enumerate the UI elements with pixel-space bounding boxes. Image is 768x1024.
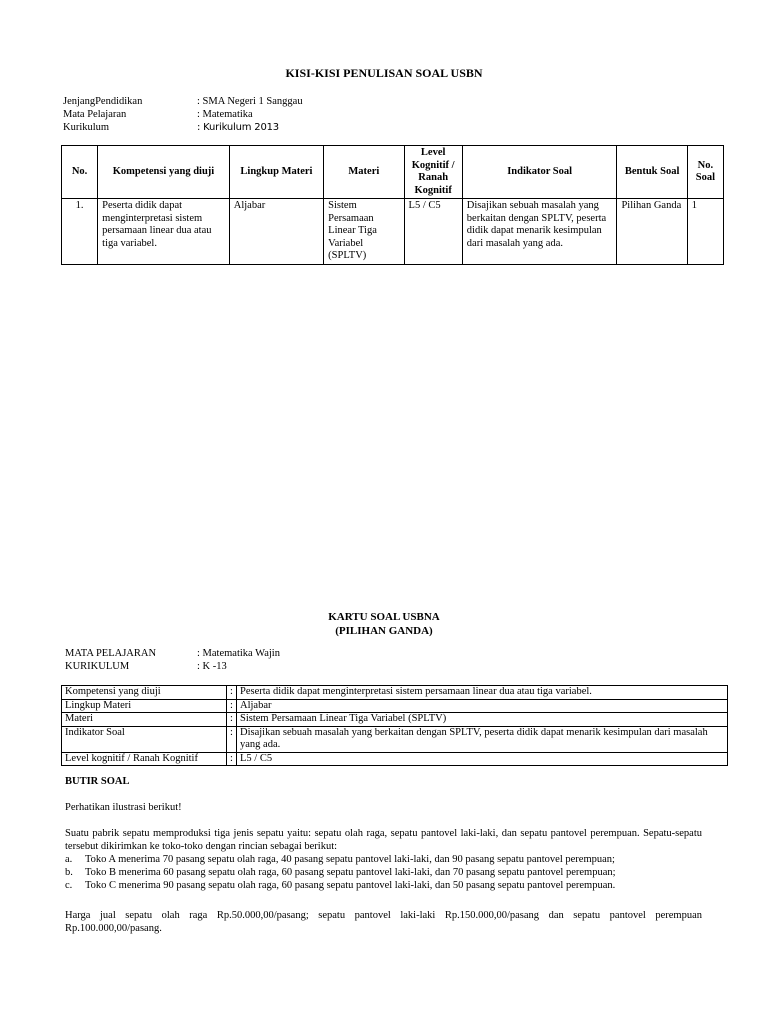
butir-list (65, 853, 616, 892)
cell-no-soal: 1 (687, 199, 723, 265)
info-label: KURIKULUM (65, 660, 130, 672)
kartu-title (0, 610, 768, 638)
cell-lingkup: Aljabar (229, 199, 323, 265)
kartu-sep: : (227, 699, 237, 713)
info-label: JenjangPendidikan (63, 96, 143, 107)
kartu-value: Sistem Persamaan Linear Tiga Variabel (SPLTV) (237, 713, 728, 727)
kisi-info (63, 95, 303, 134)
col-header-no-soal: No. Soal (687, 146, 723, 199)
list-text: Toko B menerima 60 pasang sepatu olah raga, 60 pasang sepatu pantovel laki-laki, dan 70 pasang sepatu pantovel perempuan; (85, 867, 616, 878)
butir-paragraph: Suatu pabrik sepatu memproduksi tiga jenis sepatu yaitu: sepatu olah raga, sepatu pantovel laki-laki, dan sepatu pantovel perempuan. Sepatu-sepatu tersebut dikirimkan ke toko-toko dengan rincian sebagai berikut: (65, 828, 702, 852)
info-label: Kurikulum (63, 122, 110, 133)
cell-level: L5 / C5 (404, 199, 462, 265)
kisi-table (61, 145, 724, 265)
kisi-header-row (62, 146, 724, 199)
kartu-info (65, 647, 280, 672)
info-row-kurikulum (63, 121, 303, 134)
kartu-sep: : (227, 713, 237, 727)
cell-kompetensi: Peserta didik dapat menginterpretasi sistem persamaan linear dua atau tiga variabel. (98, 199, 230, 265)
col-header-no: No. (62, 146, 98, 199)
col-header-lingkup: Lingkup Materi (229, 146, 323, 199)
list-marker: c. (65, 880, 73, 891)
col-header-bentuk: Bentuk Soal (617, 146, 687, 199)
list-text: Toko A menerima 70 pasang sepatu olah raga, 40 pasang sepatu pantovel laki-laki, dan 90 pasang sepatu pantovel perempuan; (85, 854, 615, 865)
cell-bentuk: Pilihan Ganda (617, 199, 687, 265)
table-row (62, 752, 728, 766)
info-value: : Matematika (197, 109, 253, 120)
col-header-indikator: Indikator Soal (462, 146, 617, 199)
list-item (65, 853, 616, 866)
table-row (62, 699, 728, 713)
table-row (62, 686, 728, 700)
butir-heading: BUTIR SOAL (65, 776, 130, 787)
info-row-mapel (63, 108, 303, 121)
list-item (65, 866, 616, 879)
list-marker: a. (65, 854, 73, 865)
table-row (62, 713, 728, 727)
info-value: : SMA Negeri 1 Sanggau (197, 96, 303, 107)
kartu-label: Indikator Soal (62, 726, 227, 752)
kartu-table (61, 685, 728, 766)
kartu-title-line: KARTU SOAL USBNA (328, 611, 440, 623)
info-row-kurikulum (65, 660, 280, 673)
kartu-sep: : (227, 752, 237, 766)
kartu-value: L5 / C5 (237, 752, 728, 766)
cell-materi: Sistem Persamaan Linear Tiga Variabel (SPLTV) (324, 199, 404, 265)
list-marker: b. (65, 867, 73, 878)
table-row (62, 199, 724, 265)
kartu-value: Peserta didik dapat menginterpretasi sistem persamaan linear dua atau tiga variabel. (237, 686, 728, 700)
col-header-materi: Materi (324, 146, 404, 199)
cell-no: 1. (62, 199, 98, 265)
col-header-level: Level Kognitif / Ranah Kognitif (404, 146, 462, 199)
butir-harga: Harga jual sepatu olah raga Rp.50.000,00/pasang; sepatu pantovel laki-laki Rp.150.000,00/pasang dan sepatu pantovel perempuan Rp.100.000,00/pasang. (65, 910, 702, 934)
info-label: Mata Pelajaran (63, 109, 127, 120)
col-header-kompetensi: Kompetensi yang diuji (98, 146, 230, 199)
cell-indikator: Disajikan sebuah masalah yang berkaitan dengan SPLTV, peserta didik dapat menarik kesimpulan dari masalah yang ada. (462, 199, 617, 265)
info-row-jenjang (63, 95, 303, 108)
kartu-sep: : (227, 726, 237, 752)
info-value: : K -13 (197, 660, 227, 672)
kartu-sep: : (227, 686, 237, 700)
list-item (65, 879, 616, 892)
info-row-mapel (65, 647, 280, 660)
info-value: : Kurikulum 2013 (197, 122, 279, 133)
kartu-subtitle-line: (PILIHAN GANDA) (335, 625, 433, 637)
list-text: Toko C menerima 90 pasang sepatu olah raga, 60 pasang sepatu pantovel laki-laki, dan 50 pasang sepatu pantovel perempuan. (85, 880, 616, 891)
kartu-value: Aljabar (237, 699, 728, 713)
kartu-label: Kompetensi yang diuji (62, 686, 227, 700)
kartu-label: Level kognitif / Ranah Kognitif (62, 752, 227, 766)
kartu-label: Lingkup Materi (62, 699, 227, 713)
info-value: : Matematika Wajin (197, 648, 280, 659)
info-label: MATA PELAJARAN (65, 648, 157, 659)
table-row (62, 726, 728, 752)
kartu-label: Materi (62, 713, 227, 727)
butir-intro: Perhatikan ilustrasi berikut! (65, 802, 182, 813)
kartu-value: Disajikan sebuah masalah yang berkaitan dengan SPLTV, peserta didik dapat menarik kesimpulan dari masalah yang ada. (237, 726, 728, 752)
kisi-title: KISI-KISI PENULISAN SOAL USBN (285, 66, 483, 80)
